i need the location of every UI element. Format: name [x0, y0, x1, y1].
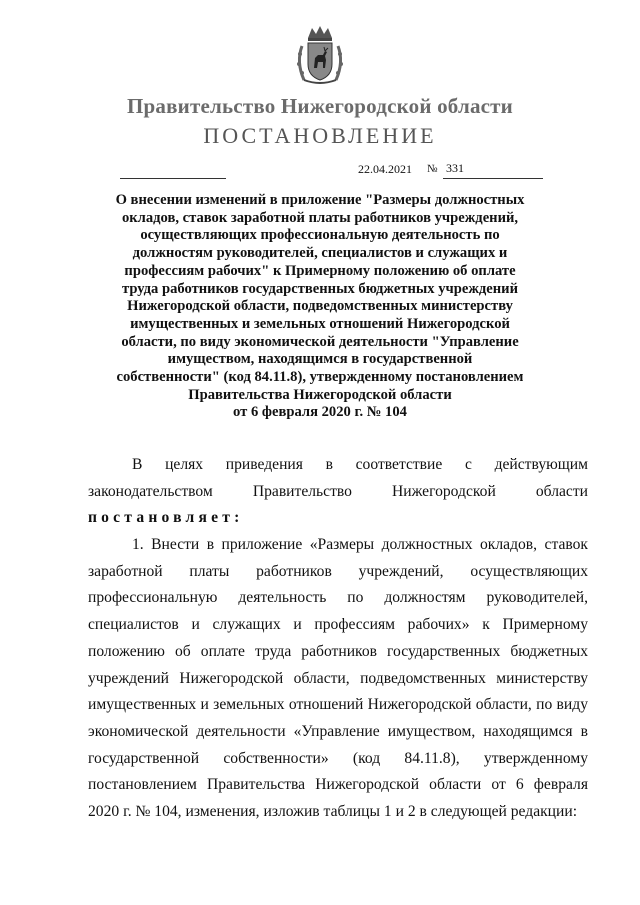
item1-line: имущественных и земельных отношений Нижегородской области, по виду [88, 696, 588, 714]
subject-line: имущественных и земельных отношений Нижегородской [130, 315, 510, 332]
coat-of-arms-icon [294, 24, 346, 86]
item1-line: государственной собственности» (код 84.11.8), утвержденному [88, 749, 588, 767]
number-underline [443, 178, 543, 179]
subject-line: осуществляющих профессиональную деятельность по [140, 227, 500, 244]
date-underline-left [120, 178, 226, 179]
item1-line: экономической деятельности «Управление имуществом, находящимся в [88, 722, 588, 740]
government-title: Правительство Нижегородской области [127, 94, 513, 118]
document-body [88, 452, 588, 826]
subject-line: собственности" (код 84.11.8), утвержденному постановлением [116, 369, 524, 386]
document-type: ПОСТАНОВЛЕНИЕ [203, 123, 437, 148]
subject-line: области, по виду экономической деятельности "Управление [121, 333, 519, 350]
preamble-line: В целях приведения в соответствие с действующим [132, 456, 588, 473]
item1-line: 1. Внести в приложение «Размеры должностных окладов, ставок [132, 536, 588, 554]
subject-line: труда работников государственных бюджетных учреждений [121, 280, 518, 297]
subject-line: профессиям рабочих" к Примерному положению об оплате [124, 262, 516, 279]
subject-line: имуществом, находящимся в государственной [167, 351, 473, 368]
subject-line: Правительства Нижегородской области [188, 386, 452, 403]
document-date: 22.04.2021 [358, 162, 412, 176]
subject-line: Нижегородской области, подведомственных министерству [127, 298, 513, 315]
subject-line: окладов, ставок заработной платы работников учреждений, [121, 209, 519, 226]
item1-line: заработной платы работников учреждений, осуществляющих [88, 562, 588, 580]
subject-line: должностям руководителей, специалистов и служащих и [132, 245, 508, 262]
item1-line: учреждений Нижегородской области, подведомственных министерству [88, 669, 588, 687]
preamble-line: законодательством Правительство Нижегородской области [88, 482, 588, 500]
item1-line: профессиональную деятельность по должностям руководителей, [88, 589, 588, 607]
document-subject [110, 192, 530, 422]
subject-line: О внесении изменений в приложение "Размеры должностных [115, 192, 525, 208]
item1-line: постановлением Правительства Нижегородской области от 6 февраля [88, 776, 588, 794]
resolves-word: постановляет: [88, 509, 244, 527]
document-number-label: № [427, 163, 438, 175]
subject-line: от 6 февраля 2020 г. № 104 [233, 404, 407, 421]
document-number: 331 [446, 161, 464, 175]
item1-line: 2020 г. № 104, изменения, изложив таблицы 1 и 2 в следующей редакции: [88, 802, 578, 820]
item1-line: положению об оплате труда работников государственных бюджетных [88, 642, 588, 660]
item1-line: специалистов и служащих и профессиям рабочих» к Примерному [88, 616, 588, 634]
